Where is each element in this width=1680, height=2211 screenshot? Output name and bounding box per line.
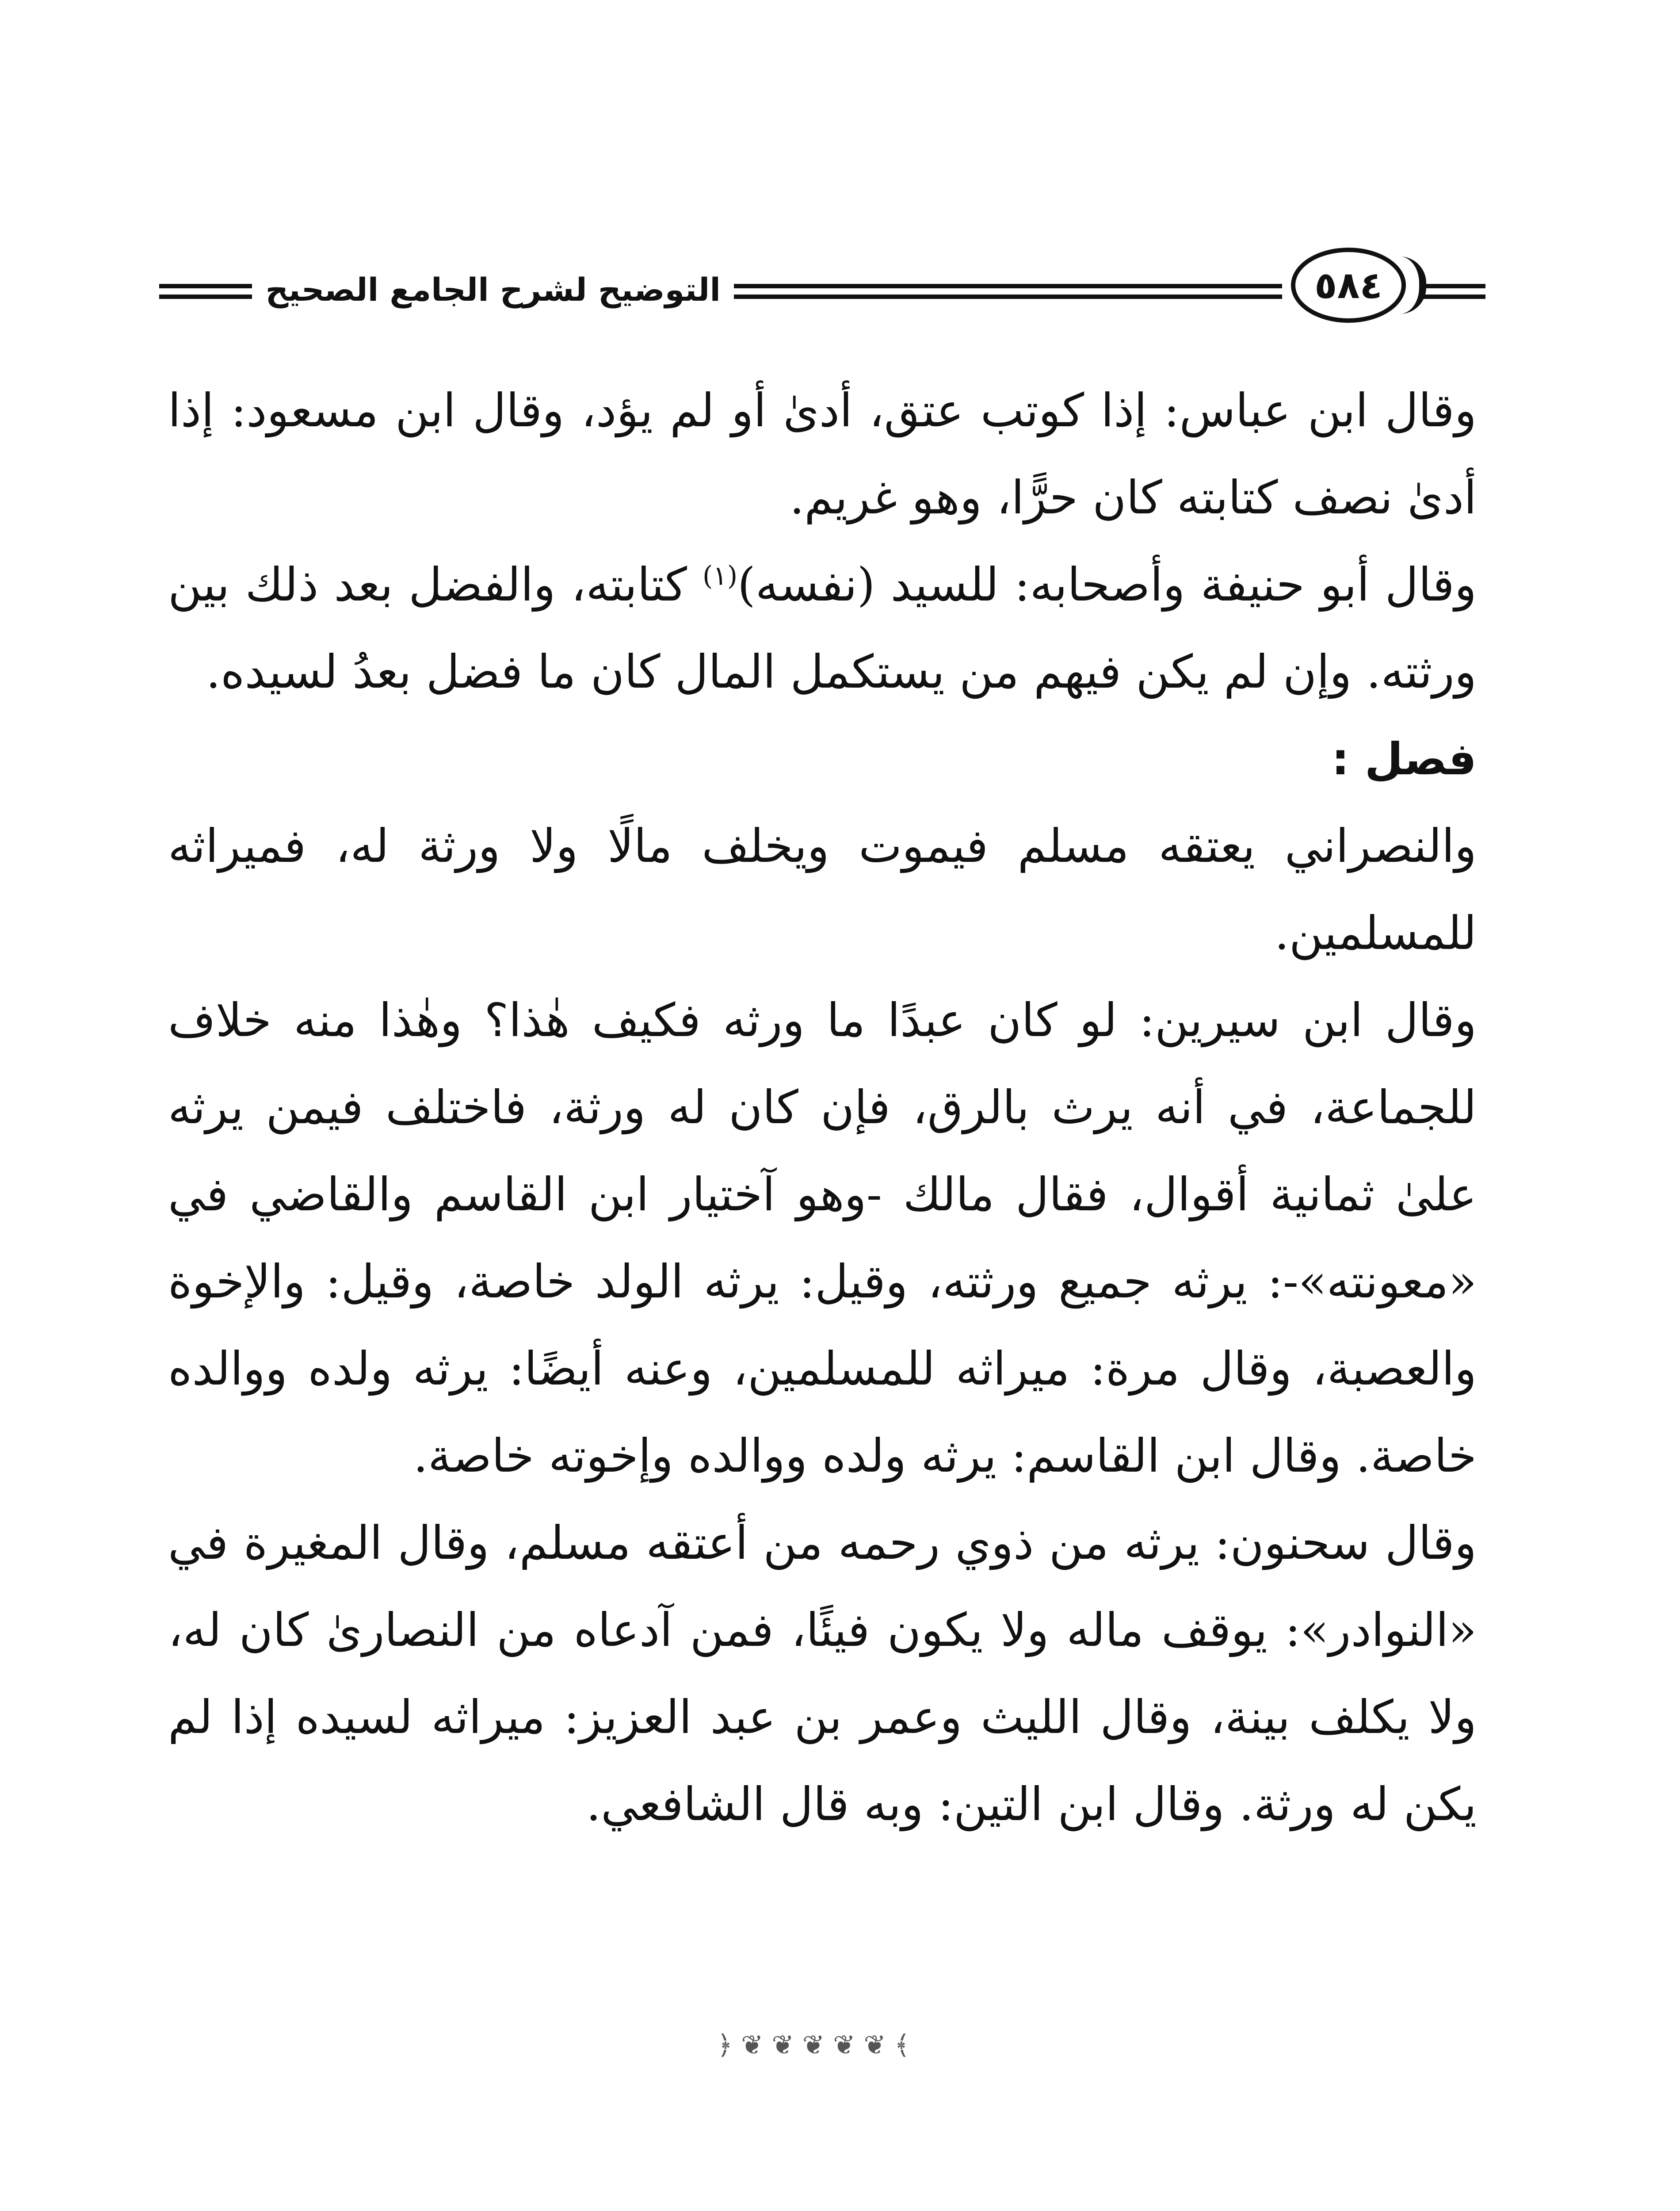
paragraph-2-part-2: كتابته، والفضل بعد ذلك بين ورثته. وإن لم يكن فيهم من يستكمل المال كان ما فضل بعدُ لسيده. (168, 558, 1477, 699)
main-text (168, 367, 1477, 1848)
page-header (159, 248, 1485, 336)
running-title: التوضيح لشرح الجامع الصحيح (265, 271, 721, 308)
section-end-ornament: ﴿ ❦ ❦ ❦ ❦ ❦ ﴾ (717, 2030, 910, 2061)
paragraph-2-part-1: وقال أبو حنيفة وأصحابه: للسيد (نفسه) (737, 558, 1477, 612)
paragraph-2 (168, 541, 1477, 715)
header-rule-left (159, 284, 252, 299)
footnote-reference[interactable]: (١) (703, 560, 738, 592)
section-heading: فصل : (1331, 733, 1477, 785)
paragraph-3: والنصراني يعتقه مسلم فيموت ويخلف مالًا ولا ورثة له، فميراثه للمسلمين. (168, 819, 1477, 960)
header-rule-middle (734, 284, 1282, 299)
page-number: ٥٨٤ (1291, 248, 1406, 323)
paragraph-5: وقال سحنون: يرثه من ذوي رحمه من أعتقه مسلم، وقال المغيرة في «النوادر»: يوقف ماله ولا يكون فيئًا، فمن آدعاه من النصارىٰ كان له، ولا يكلف بينة، وقال الليث وعمر بن عبد العزيز: ميراثه لسيده إذا لم يكن له ورثة. وقال ابن التين: وبه قال الشافعي. (168, 1516, 1477, 1831)
paragraph-1: وقال ابن عباس: إذا كوتب عتق، أدىٰ أو لم يؤد، وقال ابن مسعود: إذا أدىٰ نصف كتابته كان حرًّا، وهو غريم. (168, 383, 1477, 524)
header-rule-right (1419, 284, 1485, 299)
paragraph-4: وقال ابن سيرين: لو كان عبدًا ما ورثه فكيف هٰذا؟ وهٰذا منه خلاف للجماعة، في أنه يرث بالرق، فإن كان له ورثة، فاختلف فيمن يرثه علىٰ ثمانية أقوال، فقال مالك -وهو آختيار ابن القاسم والقاضي في «معونته»-: يرثه جميع ورثته، وقيل: يرثه الولد خاصة، وقيل: والإخوة والعصبة، وقال مرة: ميراثه للمسلمين، وعنه أيضًا: يرثه ولده ووالده خاصة. وقال ابن القاسم: يرثه ولده ووالده وإخوته خاصة. (168, 993, 1477, 1483)
